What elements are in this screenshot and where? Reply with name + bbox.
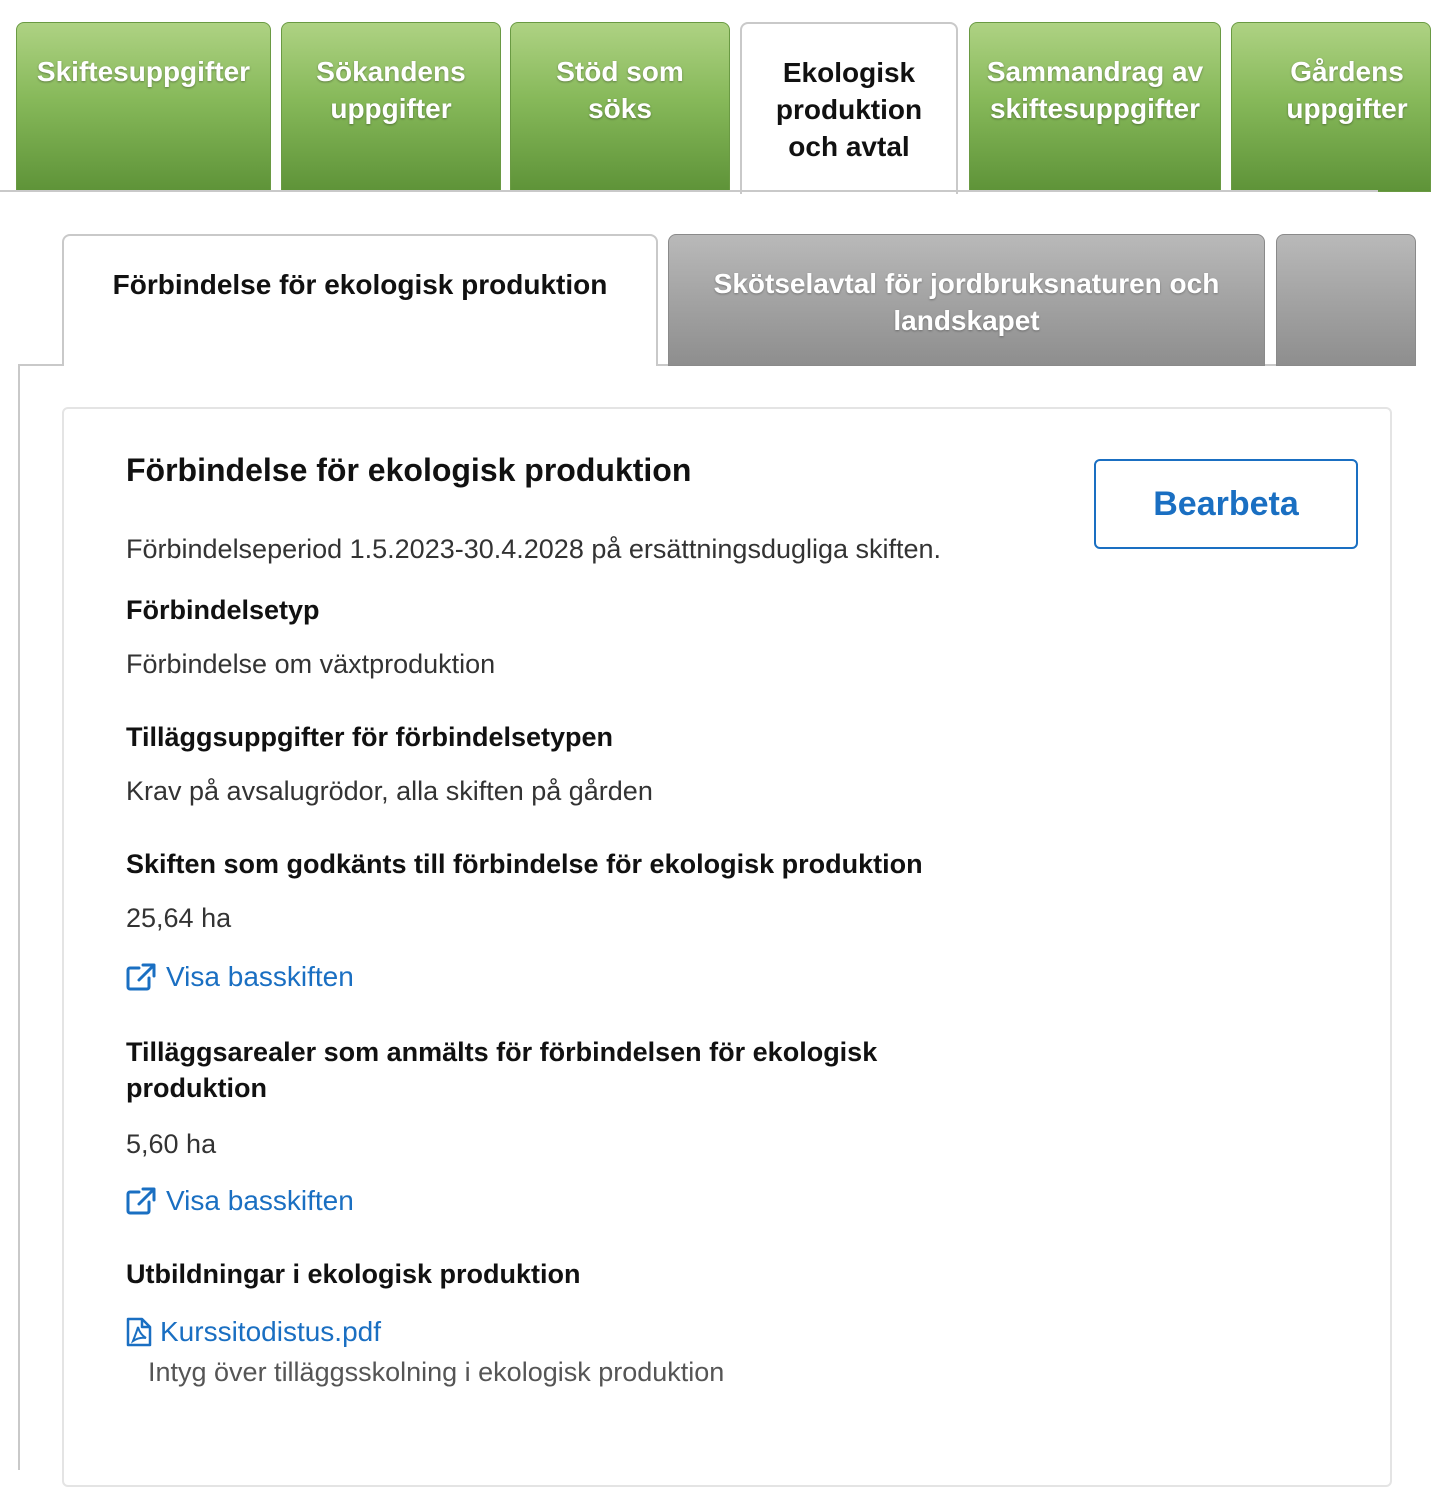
edit-button[interactable]: Bearbeta: [1094, 459, 1358, 549]
training-file-link[interactable]: [126, 1314, 381, 1350]
approved-value: 25,64 ha: [126, 903, 232, 933]
tab-label: Stöd som söks: [556, 56, 684, 124]
tab-skiftesuppgifter[interactable]: [16, 22, 271, 192]
tabs-divider: [0, 190, 1378, 192]
main-tabs: [0, 0, 1408, 192]
subtab-label: Skötselavtal för jordbruksnaturen och landskapet: [713, 268, 1220, 336]
tab-stod-som-soks[interactable]: [510, 22, 730, 192]
tab-label: Skiftesuppgifter: [36, 56, 251, 87]
content-card: [62, 407, 1392, 1487]
tab-sammandrag[interactable]: [969, 22, 1221, 192]
type-label: Förbindelsetyp: [126, 595, 320, 625]
card-body: [126, 449, 976, 1390]
card-title: Förbindelse för ekologisk produktion: [126, 452, 692, 488]
tab-label: Ekologisk produktion och avtal: [775, 57, 923, 162]
additional-value: 5,60 ha: [126, 1129, 217, 1159]
period-text: Förbindelseperiod 1.5.2023-30.4.2028 på ersättningsdugliga skiften.: [126, 534, 942, 564]
tab-gardens-uppgifter[interactable]: [1231, 22, 1431, 192]
extra-value: Krav på avsalugrödor, alla skiften på gården: [126, 776, 653, 806]
approved-link[interactable]: [126, 959, 354, 995]
additional-label: Tilläggsarealer som anmälts för förbindelsen för ekologisk produktion: [126, 1037, 878, 1103]
external-link-icon: [126, 963, 156, 991]
training-label: Utbildningar i ekologisk produktion: [126, 1259, 581, 1289]
panel-border: [18, 366, 20, 1470]
type-value: Förbindelse om växtproduktion: [126, 649, 496, 679]
file-description: Intyg över tilläggsskolning i ekologisk produktion: [148, 1357, 725, 1387]
external-link-icon: [126, 1187, 156, 1215]
link-label: Visa basskiften: [166, 1185, 354, 1216]
tab-label: Sökandens uppgifter: [316, 56, 466, 124]
tab-ekologisk-produktion[interactable]: [740, 22, 958, 194]
additional-link[interactable]: [126, 1183, 354, 1219]
subtab-more[interactable]: [1276, 234, 1416, 366]
pdf-file-icon: [126, 1317, 152, 1347]
tab-sokandens-uppgifter[interactable]: [281, 22, 501, 192]
subtab-forbindelse[interactable]: [62, 234, 658, 366]
extra-label: Tilläggsuppgifter för förbindelsetypen: [126, 722, 614, 752]
tab-label: Gårdens uppgifter: [1286, 56, 1408, 124]
subtab-skotselavtal[interactable]: [668, 234, 1265, 366]
sub-tabs: [0, 232, 1378, 366]
approved-label: Skiften som godkänts till förbindelse för ekologisk produktion: [126, 849, 923, 879]
file-name: Kurssitodistus.pdf: [160, 1316, 381, 1347]
link-label: Visa basskiften: [166, 961, 354, 992]
subtab-label: Förbindelse för ekologisk produktion: [112, 269, 608, 300]
tab-label: Sammandrag av skiftesuppgifter: [986, 56, 1204, 124]
